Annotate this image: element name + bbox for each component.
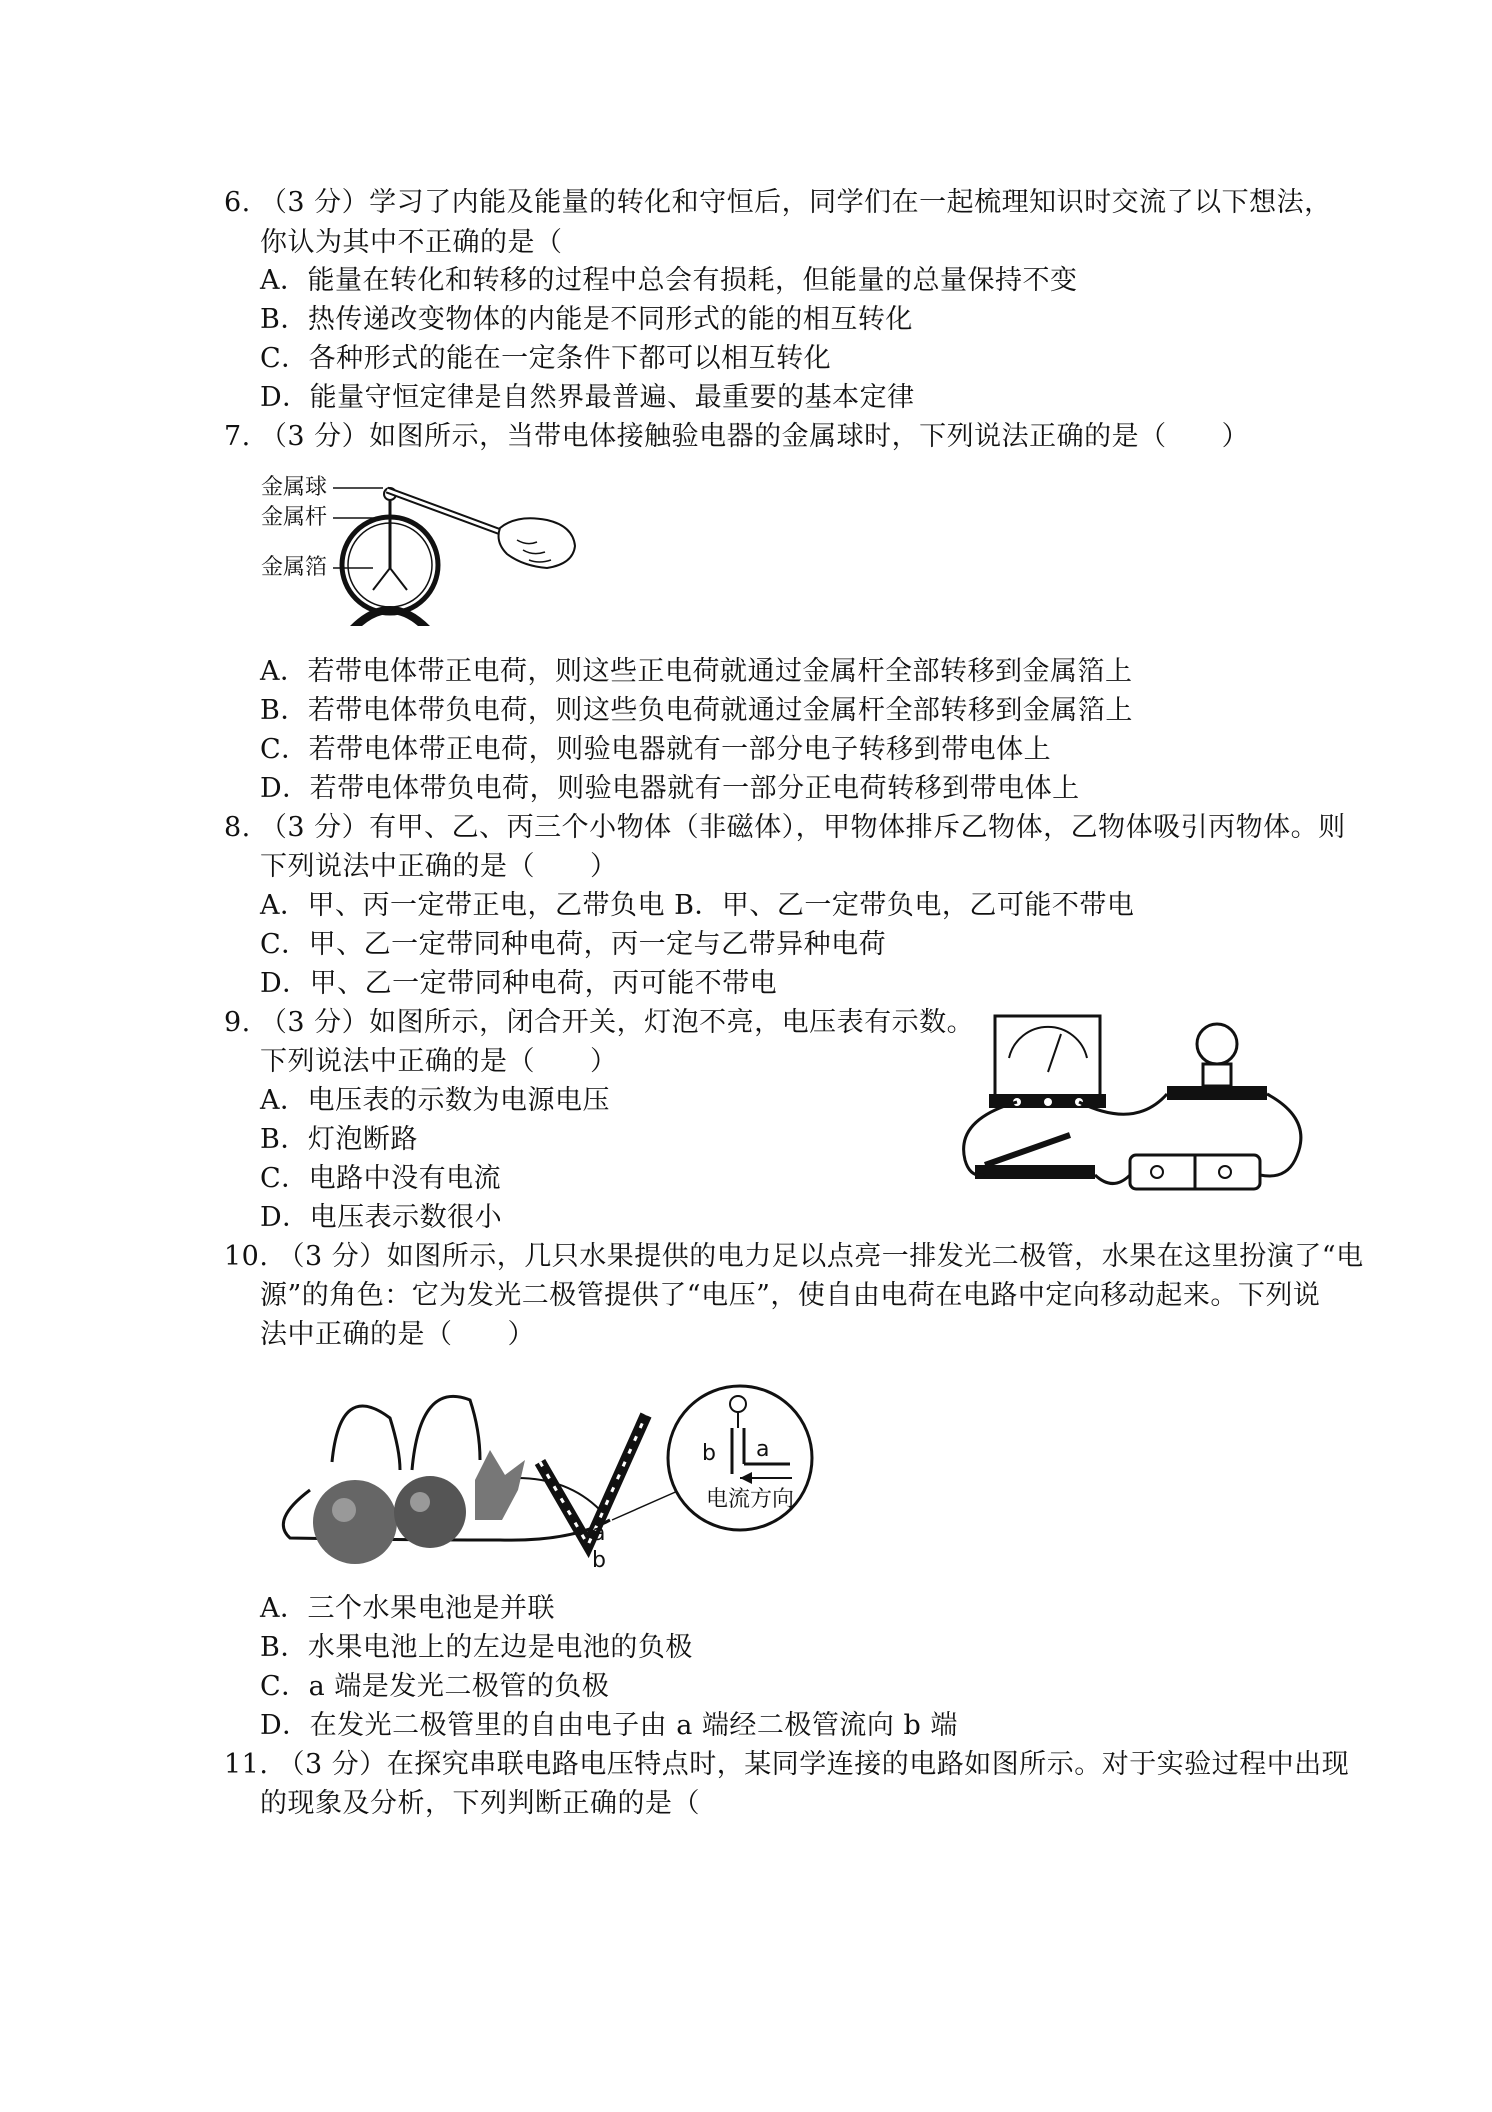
q8-option-d: D．甲、乙一定带同种电荷，丙可能不带电 <box>260 968 778 999</box>
q6-option-c: C．各种形式的能在一定条件下都可以相互转化 <box>260 343 832 374</box>
q10-stem-line1: 10. （3 分）如图所示，几只水果提供的电力足以点亮一排发光二极管，水果在这里扮演了“电 <box>224 1241 1364 1272</box>
q6-option-d: D．能量守恒定律是自然界最普遍、最重要的基本定律 <box>260 382 915 413</box>
q7-option-b: B．若带电体带负电荷，则这些负电荷就通过金属杆全部转移到金属箔上 <box>260 695 1133 726</box>
fruit-battery-figure <box>270 1370 870 1570</box>
led-terminal-b: b <box>702 1441 716 1466</box>
q10-option-c: C．a 端是发光二极管的负极 <box>260 1671 610 1702</box>
q9-option-d: D．电压表示数很小 <box>260 1202 503 1233</box>
label-metal-rod: 金属杆 <box>261 505 328 530</box>
q7-option-d: D．若带电体带负电荷，则验电器就有一部分正电荷转移到带电体上 <box>260 773 1080 804</box>
q8-stem-line2: 下列说法中正确的是（ ） <box>260 851 618 882</box>
q10-option-a: A．三个水果电池是并联 <box>260 1593 555 1624</box>
q11-stem-line1: 11. （3 分）在探究串联电路电压特点时，某同学连接的电路如图所示。对于实验过程中出现 <box>224 1749 1350 1780</box>
q9-option-c: C．电路中没有电流 <box>260 1163 502 1194</box>
q6-stem-line2: 你认为其中不正确的是（ <box>260 227 563 258</box>
electroscope-figure <box>255 468 585 638</box>
q10-stem-line2: 源”的角色：它为发光二极管提供了“电压”，使自由电荷在电路中定向移动起来。下列说 <box>260 1280 1321 1311</box>
label-metal-ball: 金属球 <box>261 475 328 500</box>
q6-option-b: B．热传递改变物体的内能是不同形式的能的相互转化 <box>260 304 913 335</box>
q9-stem-line2: 下列说法中正确的是（ ） <box>260 1046 618 1077</box>
q11-stem-line2: 的现象及分析，下列判断正确的是（ <box>260 1788 700 1819</box>
q6-stem-line1: 6. （3 分）学习了内能及能量的转化和守恒后，同学们在一起梳理知识时交流了以下想法， <box>224 187 1332 218</box>
q7-option-c: C．若带电体带正电荷，则验电器就有一部分电子转移到带电体上 <box>260 734 1052 765</box>
circuit-figure <box>945 1010 1315 1210</box>
q6-option-a: A．能量在转化和转移的过程中总会有损耗，但能量的总量保持不变 <box>260 265 1078 296</box>
current-direction-label: 电流方向 <box>706 1487 795 1512</box>
fruit-label-b-small: b <box>592 1548 606 1570</box>
q9-option-b: B．灯泡断路 <box>260 1124 418 1155</box>
q10-stem-line3: 法中正确的是（ ） <box>260 1319 535 1350</box>
q9-option-a: A．电压表的示数为电源电压 <box>260 1085 610 1116</box>
fruit-label-a-small: a <box>592 1521 606 1546</box>
q7-option-a: A．若带电体带正电荷，则这些正电荷就通过金属杆全部转移到金属箔上 <box>260 656 1133 687</box>
q7-stem-line1: 7. （3 分）如图所示，当带电体接触验电器的金属球时，下列说法正确的是（ ） <box>224 421 1250 452</box>
led-terminal-a: a <box>756 1437 770 1462</box>
q10-option-d: D．在发光二极管里的自由电子由 a 端经二极管流向 b 端 <box>260 1710 958 1741</box>
q8-option-c: C．甲、乙一定带同种电荷，丙一定与乙带异种电荷 <box>260 929 887 960</box>
q10-option-b: B．水果电池上的左边是电池的负极 <box>260 1632 693 1663</box>
q8-option-ab: A．甲、丙一定带正电，乙带负电 B．甲、乙一定带负电，乙可能不带电 <box>260 890 1135 921</box>
q9-stem-line1: 9. （3 分）如图所示，闭合开关，灯泡不亮，电压表有示数。 <box>224 1007 975 1038</box>
q8-stem-line1: 8. （3 分）有甲、乙、丙三个小物体（非磁体），甲物体排斥乙物体，乙物体吸引丙物体。则 <box>224 812 1346 843</box>
label-metal-foil: 金属箔 <box>261 555 328 580</box>
